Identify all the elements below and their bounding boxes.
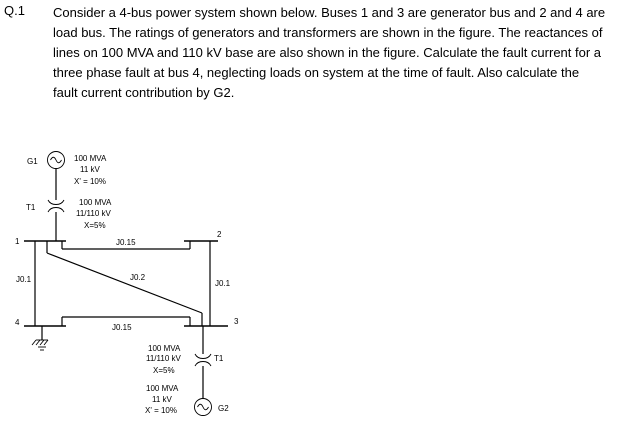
line-2-3 — [210, 241, 231, 326]
line-1-2-reactance: J0.15 — [116, 238, 136, 247]
line-1-4-reactance: J0.1 — [16, 275, 32, 284]
t1-top-rating: 11/110 kV — [76, 209, 111, 218]
g2-rating: X' = 10% — [145, 406, 177, 415]
question-number: Q.1 — [4, 3, 25, 18]
t1-bottom-rating: 11/110 kV — [146, 354, 181, 363]
line-1-3 — [47, 241, 202, 326]
question-line: lines on 100 MVA and 110 kV base are also shown in the figure. Calculate the fault current for a — [53, 45, 602, 60]
bus-2-label: 2 — [217, 230, 222, 239]
line-1-4 — [16, 241, 35, 326]
line-1-2 — [62, 238, 190, 249]
g1-rating: 100 MVA — [74, 154, 107, 163]
transformer-t1-top — [26, 198, 112, 230]
t1-bottom-rating: 100 MVA — [148, 344, 181, 353]
question-line: Consider a 4-bus power system shown below. Buses 1 and 3 are generator bus and 2 and 4 are — [53, 5, 606, 20]
transformer-t1-bottom — [146, 344, 224, 375]
generator-g1 — [27, 152, 107, 187]
ground-icon — [32, 326, 48, 350]
t1-bottom-label: T1 — [214, 354, 224, 363]
g1-label: G1 — [27, 157, 38, 166]
bus-3-label: 3 — [234, 317, 239, 326]
bus-1-label: 1 — [15, 237, 20, 246]
t1-top-rating: 100 MVA — [79, 198, 112, 207]
t1-bottom-rating: X=5% — [153, 366, 175, 375]
line-4-3 — [62, 317, 190, 332]
g2-rating: 11 kV — [152, 395, 172, 404]
t1-top-label: T1 — [26, 203, 36, 212]
question-line: fault current contribution by G2. — [53, 85, 235, 100]
question-line: load bus. The ratings of generators and transformers are shown in the figure. The reactances of — [53, 25, 603, 40]
g2-label: G2 — [218, 404, 229, 413]
question-line: three phase fault at bus 4, neglecting loads on system at the time of fault. Also calculate the — [53, 65, 580, 80]
g1-rating: X' = 10% — [74, 177, 106, 186]
line-2-3-reactance: J0.1 — [215, 279, 231, 288]
t1-top-rating: X=5% — [84, 221, 106, 230]
bus-4-label: 4 — [15, 318, 20, 327]
g1-rating: 11 kV — [80, 165, 100, 174]
g2-rating: 100 MVA — [146, 384, 179, 393]
line-4-3-reactance: J0.15 — [112, 323, 132, 332]
line-1-3-reactance: J0.2 — [130, 273, 146, 282]
generator-g2 — [145, 384, 229, 416]
